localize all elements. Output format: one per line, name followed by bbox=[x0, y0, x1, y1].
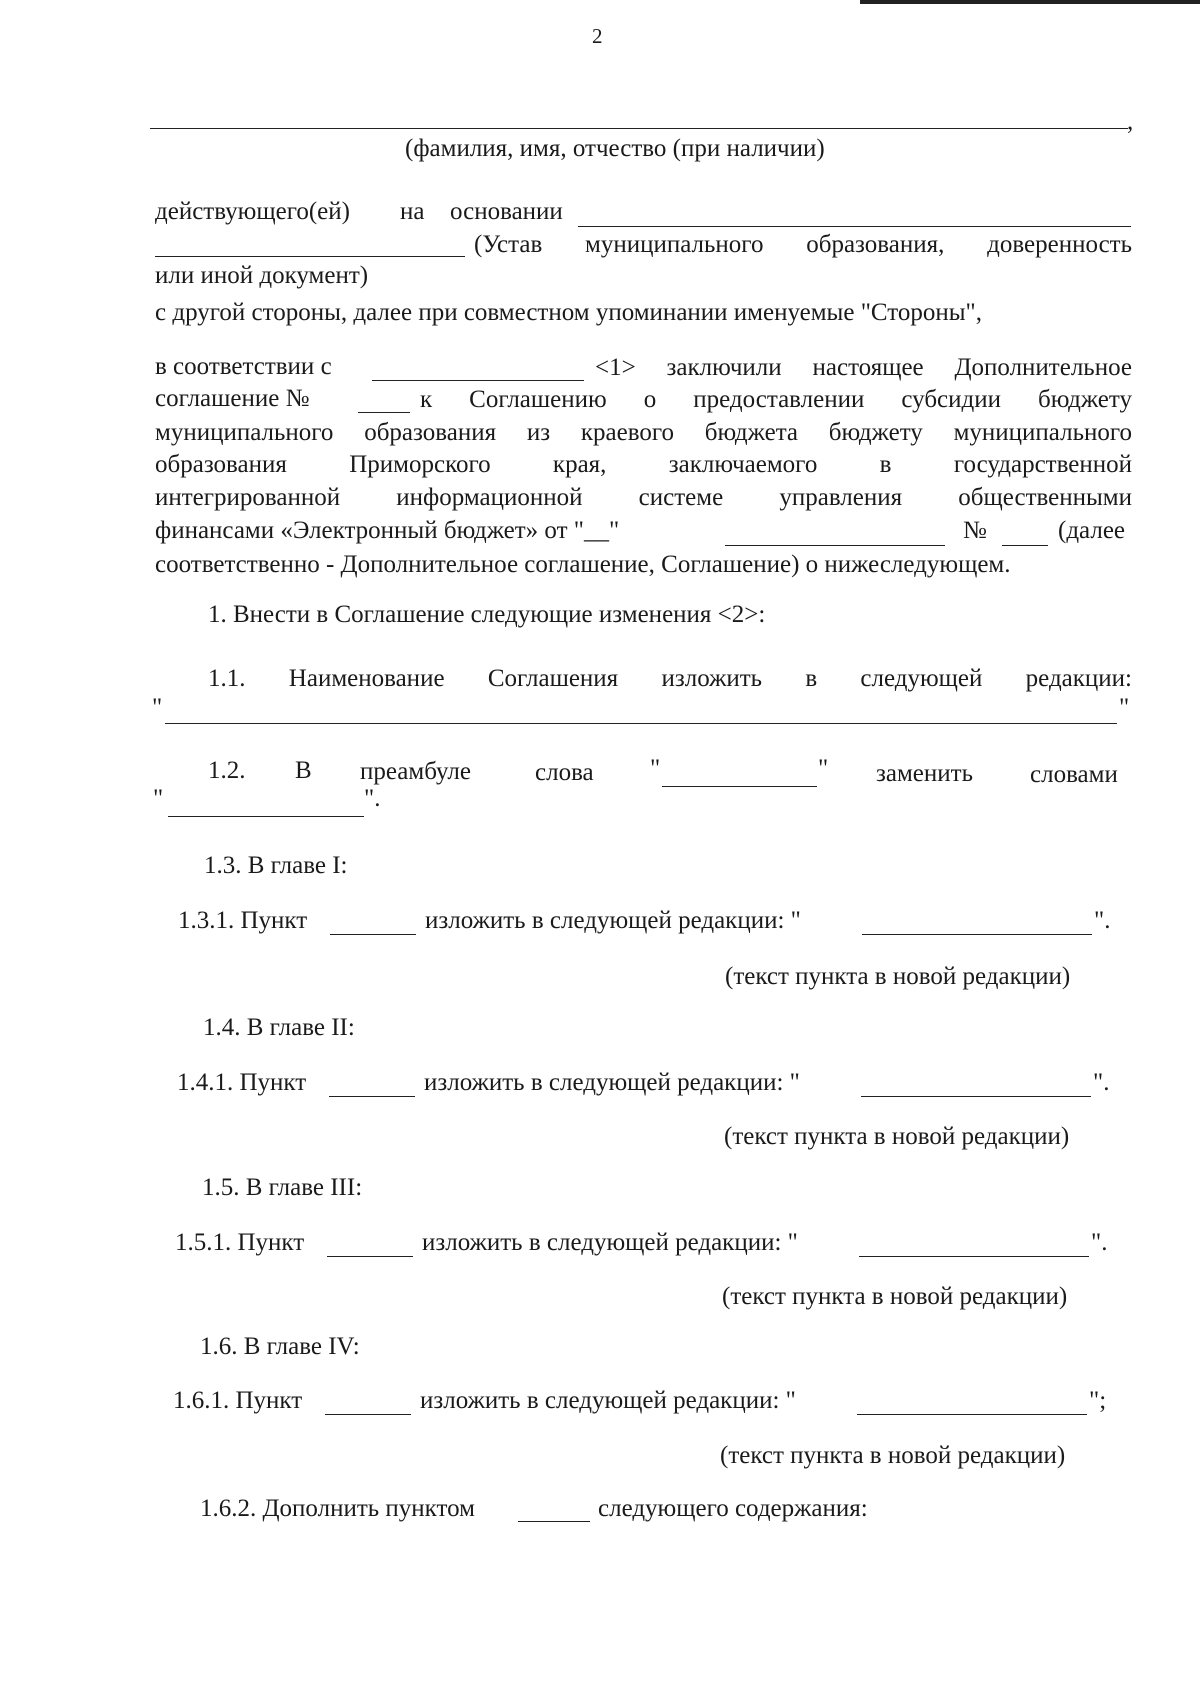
fio-comma: , bbox=[1127, 108, 1134, 135]
item-1-5-1-fill-text bbox=[859, 1256, 1089, 1257]
item-1-2-replace: заменить bbox=[876, 760, 973, 787]
item-1-6-1-label: 1.6.1. Пункт bbox=[173, 1387, 303, 1414]
item-1-5: 1.5. В главе III: bbox=[202, 1174, 363, 1201]
fio-fill-line bbox=[150, 128, 1128, 129]
item-1: 1. Внести в Соглашение следующие изменения <2>: bbox=[208, 601, 766, 628]
item-1-6-1-text: изложить в следующей редакции: " bbox=[420, 1387, 796, 1414]
item-1-2-words: слова bbox=[535, 759, 594, 786]
item-1-5-1-close: ". bbox=[1091, 1229, 1108, 1256]
item-1-3-1-fill-point bbox=[330, 934, 416, 935]
item-1-6-2-fill-point bbox=[518, 1521, 590, 1522]
item-1-5-1-caption: (текст пункта в новой редакции) bbox=[722, 1283, 1068, 1310]
item-1-5-1-fill-point bbox=[327, 1256, 413, 1257]
item-1-2-fill-old-words bbox=[662, 786, 817, 787]
item-1-6-1-fill-text bbox=[857, 1414, 1087, 1415]
page-number: 2 bbox=[592, 24, 603, 48]
item-1-6: 1.6. В главе IV: bbox=[200, 1333, 360, 1360]
basis-document-types: (Устав муниципального образования, доверенность bbox=[474, 231, 1132, 258]
basis-fill-line-1 bbox=[578, 226, 1131, 227]
item-1-1: 1.1. Наименование Соглашения изложить в следующей редакции: bbox=[208, 665, 1132, 692]
scan-edge-mark bbox=[860, 0, 1200, 4]
item-1-1-quote-open: " bbox=[152, 694, 163, 721]
preamble-agreement-no: соглашение № bbox=[155, 385, 310, 412]
preamble-concluded: <1> заключили настоящее Дополнительное bbox=[595, 354, 1132, 381]
preamble-line-4: образования Приморского края, заключаемого в государственной bbox=[155, 451, 1132, 478]
preamble-number-sign: № bbox=[963, 517, 987, 544]
item-1-2-fill-new-words bbox=[168, 816, 364, 817]
item-1-5-1-text: изложить в следующей редакции: " bbox=[422, 1229, 798, 1256]
preamble-fill-number-2 bbox=[1002, 545, 1048, 546]
item-1-4-1-close: ". bbox=[1093, 1069, 1110, 1096]
item-1-4-1-fill-text bbox=[861, 1096, 1091, 1097]
preamble-line-3: муниципального образования из краевого бюджета бюджету муниципального bbox=[155, 419, 1132, 446]
item-1-4-1-caption: (текст пункта в новой редакции) bbox=[724, 1123, 1070, 1150]
item-1-6-1-close: "; bbox=[1089, 1387, 1107, 1414]
item-1-5-1-label: 1.5.1. Пункт bbox=[175, 1229, 305, 1256]
basis-acting: действующего(ей) bbox=[155, 198, 350, 225]
item-1-2-quote-1: " bbox=[650, 755, 661, 782]
item-1-6-2-label: 1.6.2. Дополнить пунктом bbox=[200, 1495, 475, 1522]
item-1-4-1-fill-point bbox=[329, 1096, 415, 1097]
item-1-2-with-words: словами bbox=[1030, 761, 1118, 788]
preamble-fill-law bbox=[372, 380, 584, 381]
item-1-3-1-close: ". bbox=[1094, 907, 1111, 934]
item-1-4: 1.4. В главе II: bbox=[203, 1014, 355, 1041]
preamble-line-6-start: финансами «Электронный бюджет» от "__" bbox=[155, 517, 620, 544]
preamble-line-5: интегрированной информационной системе управления общественными bbox=[155, 484, 1132, 511]
item-1-4-1-label: 1.4.1. Пункт bbox=[177, 1069, 307, 1096]
item-1-1-quote-close: " bbox=[1119, 694, 1130, 721]
item-1-2-in: В bbox=[295, 757, 312, 784]
item-1-6-1-caption: (текст пункта в новой редакции) bbox=[720, 1442, 1066, 1469]
preamble-fill-date bbox=[725, 545, 945, 546]
preamble-further: (далее bbox=[1058, 517, 1126, 544]
item-1-3: 1.3. В главе I: bbox=[204, 852, 348, 879]
item-1-2-number: 1.2. bbox=[208, 757, 246, 784]
basis-grounds: основании bbox=[450, 198, 563, 225]
item-1-2-quote-2: " bbox=[818, 755, 829, 782]
preamble-according: в соответствии с bbox=[155, 353, 332, 380]
fio-caption: (фамилия, имя, отчество (при наличии) bbox=[405, 135, 825, 162]
item-1-1-fill-line bbox=[165, 723, 1117, 724]
preamble-fill-number bbox=[358, 412, 410, 413]
basis-other-party: с другой стороны, далее при совместном упоминании именуемые "Стороны", bbox=[155, 299, 982, 326]
item-1-3-1-fill-text bbox=[862, 934, 1092, 935]
basis-other-document: или иной документ) bbox=[155, 262, 369, 289]
basis-on: на bbox=[400, 198, 425, 225]
item-1-3-1-text: изложить в следующей редакции: " bbox=[425, 907, 801, 934]
item-1-2-preamble: преамбуле bbox=[360, 758, 471, 785]
item-1-2-quote-4: ". bbox=[364, 785, 381, 812]
preamble-line-2: к Соглашению о предоставлении субсидии бюджету bbox=[420, 386, 1132, 413]
item-1-3-1-label: 1.3.1. Пункт bbox=[178, 907, 308, 934]
item-1-2-quote-3: " bbox=[153, 785, 164, 812]
item-1-6-1-fill-point bbox=[325, 1414, 411, 1415]
item-1-3-1-caption: (текст пункта в новой редакции) bbox=[725, 963, 1071, 990]
item-1-4-1-text: изложить в следующей редакции: " bbox=[424, 1069, 800, 1096]
basis-fill-line-2 bbox=[155, 256, 465, 257]
preamble-line-7: соответственно - Дополнительное соглашение, Соглашение) о нижеследующем. bbox=[155, 551, 1011, 578]
item-1-6-2-text: следующего содержания: bbox=[598, 1495, 868, 1522]
